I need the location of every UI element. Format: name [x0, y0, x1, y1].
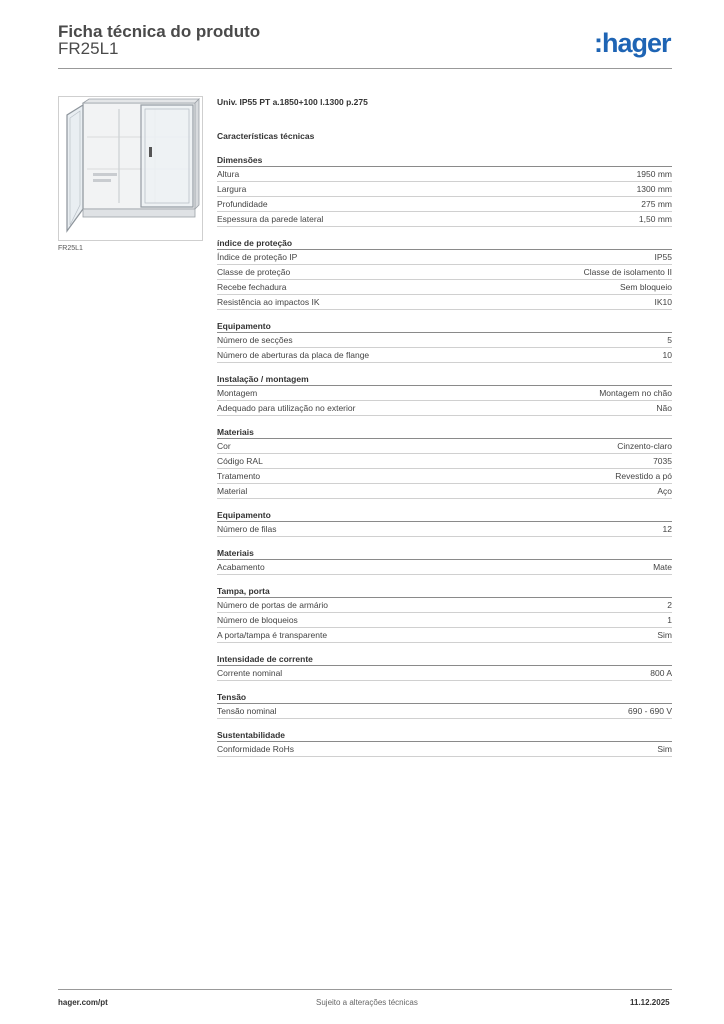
section-title: Dimensões — [217, 152, 672, 167]
spec-label: Cor — [217, 441, 231, 451]
spec-section — [217, 689, 672, 719]
spec-row — [217, 295, 672, 310]
spec-row — [217, 742, 672, 757]
section-title: Tampa, porta — [217, 583, 672, 598]
spec-label: Espessura da parede lateral — [217, 214, 324, 224]
section-title: Equipamento — [217, 318, 672, 333]
spec-label: Número de secções — [217, 335, 293, 345]
spec-value: 10 — [662, 350, 672, 360]
product-image-label: FR25L1 — [58, 245, 83, 252]
spec-value: Cinzento-claro — [617, 441, 672, 451]
section-title: Tensão — [217, 689, 672, 704]
spec-value: Revestido a pó — [615, 471, 672, 481]
product-image — [58, 96, 203, 241]
spec-section — [217, 371, 672, 416]
header-divider — [58, 68, 672, 69]
spec-value: Sem bloqueio — [620, 282, 672, 292]
spec-value: 275 mm — [641, 199, 672, 209]
spec-row — [217, 250, 672, 265]
spec-label: Altura — [217, 169, 240, 179]
spec-value: 2 — [667, 600, 672, 610]
spec-row — [217, 598, 672, 613]
spec-value: IP55 — [654, 252, 672, 262]
spec-row — [217, 197, 672, 212]
spec-label: Adequado para utilização no exterior — [217, 403, 356, 413]
spec-row — [217, 522, 672, 537]
spec-row — [217, 348, 672, 363]
spec-label: Número de aberturas da placa de flange — [217, 350, 370, 360]
spec-label: Resistência ao impactos IK — [217, 297, 320, 307]
section-title: Materiais — [217, 424, 672, 439]
spec-row — [217, 666, 672, 681]
spec-value: 7035 — [653, 456, 672, 466]
spec-value: Mate — [653, 562, 672, 572]
spec-value: 1,50 mm — [638, 214, 672, 224]
spec-row — [217, 454, 672, 469]
spec-value: Montagem no chão — [599, 388, 672, 398]
spec-section — [217, 152, 672, 227]
spec-label: Código RAL — [217, 456, 263, 466]
spec-section — [217, 727, 672, 757]
spec-section — [217, 583, 672, 643]
spec-row — [217, 628, 672, 643]
spec-row — [217, 386, 672, 401]
spec-label: Tratamento — [217, 471, 261, 481]
spec-label: Conformidade RoHs — [217, 744, 295, 754]
spec-section — [217, 424, 672, 499]
spec-label: A porta/tampa é transparente — [217, 630, 328, 640]
spec-section — [217, 507, 672, 537]
spec-value: Não — [656, 403, 672, 413]
spec-value: 1300 mm — [636, 184, 672, 194]
spec-section — [217, 318, 672, 363]
spec-row — [217, 439, 672, 454]
spec-value: 12 — [662, 524, 672, 534]
section-title: Sustentabilidade — [217, 727, 672, 742]
spec-value: Sim — [657, 744, 672, 754]
spec-row — [217, 613, 672, 628]
hager-logo: :hager — [594, 28, 671, 58]
spec-row — [217, 265, 672, 280]
spec-row — [217, 469, 672, 484]
spec-row — [217, 182, 672, 197]
spec-label: Número de bloqueios — [217, 615, 298, 625]
spec-label: Montagem — [217, 388, 258, 398]
spec-row — [217, 167, 672, 182]
spec-label: Recebe fechadura — [217, 282, 287, 292]
section-title: índice de proteção — [217, 235, 672, 250]
spec-value: Aço — [657, 486, 672, 496]
spec-label: Acabamento — [217, 562, 265, 572]
spec-value: Sim — [657, 630, 672, 640]
spec-value: 690 - 690 V — [628, 706, 672, 716]
spec-row — [217, 280, 672, 295]
spec-value: 1950 mm — [636, 169, 672, 179]
spec-value: 800 A — [650, 668, 672, 678]
spec-row — [217, 560, 672, 575]
spec-value: 1 — [667, 615, 672, 625]
spec-label: Profundidade — [217, 199, 268, 209]
section-title: Intensidade de corrente — [217, 651, 672, 666]
product-code: FR25L1 — [58, 39, 119, 58]
spec-table — [217, 152, 672, 765]
spec-section — [217, 545, 672, 575]
spec-label: Corrente nominal — [217, 668, 283, 678]
spec-label: Número de filas — [217, 524, 277, 534]
spec-label: Tensão nominal — [217, 706, 277, 716]
spec-section — [217, 651, 672, 681]
section-title: Equipamento — [217, 507, 672, 522]
footer-date: 11.12.2025 — [630, 998, 670, 1007]
characteristics-heading: Características técnicas — [217, 131, 315, 141]
spec-row — [217, 704, 672, 719]
section-title: Materiais — [217, 545, 672, 560]
footer-note: Sujeito a alterações técnicas — [316, 998, 418, 1007]
spec-row — [217, 401, 672, 416]
footer-divider — [58, 989, 672, 990]
spec-value: Classe de isolamento II — [583, 267, 672, 277]
spec-value: IK10 — [654, 297, 672, 307]
spec-row — [217, 333, 672, 348]
spec-section — [217, 235, 672, 310]
spec-row — [217, 212, 672, 227]
spec-value: 5 — [667, 335, 672, 345]
spec-label: Largura — [217, 184, 247, 194]
spec-label: Número de portas de armário — [217, 600, 329, 610]
page-title: Ficha técnica do produto — [58, 22, 261, 41]
section-title: Instalação / montagem — [217, 371, 672, 386]
spec-label: Índice de proteção IP — [217, 252, 298, 262]
spec-label: Classe de proteção — [217, 267, 291, 277]
footer-website: hager.com/pt — [58, 998, 108, 1007]
product-name: Univ. IP55 PT a.1850+100 l.1300 p.275 — [217, 97, 368, 107]
spec-row — [217, 484, 672, 499]
spec-label: Material — [217, 486, 248, 496]
